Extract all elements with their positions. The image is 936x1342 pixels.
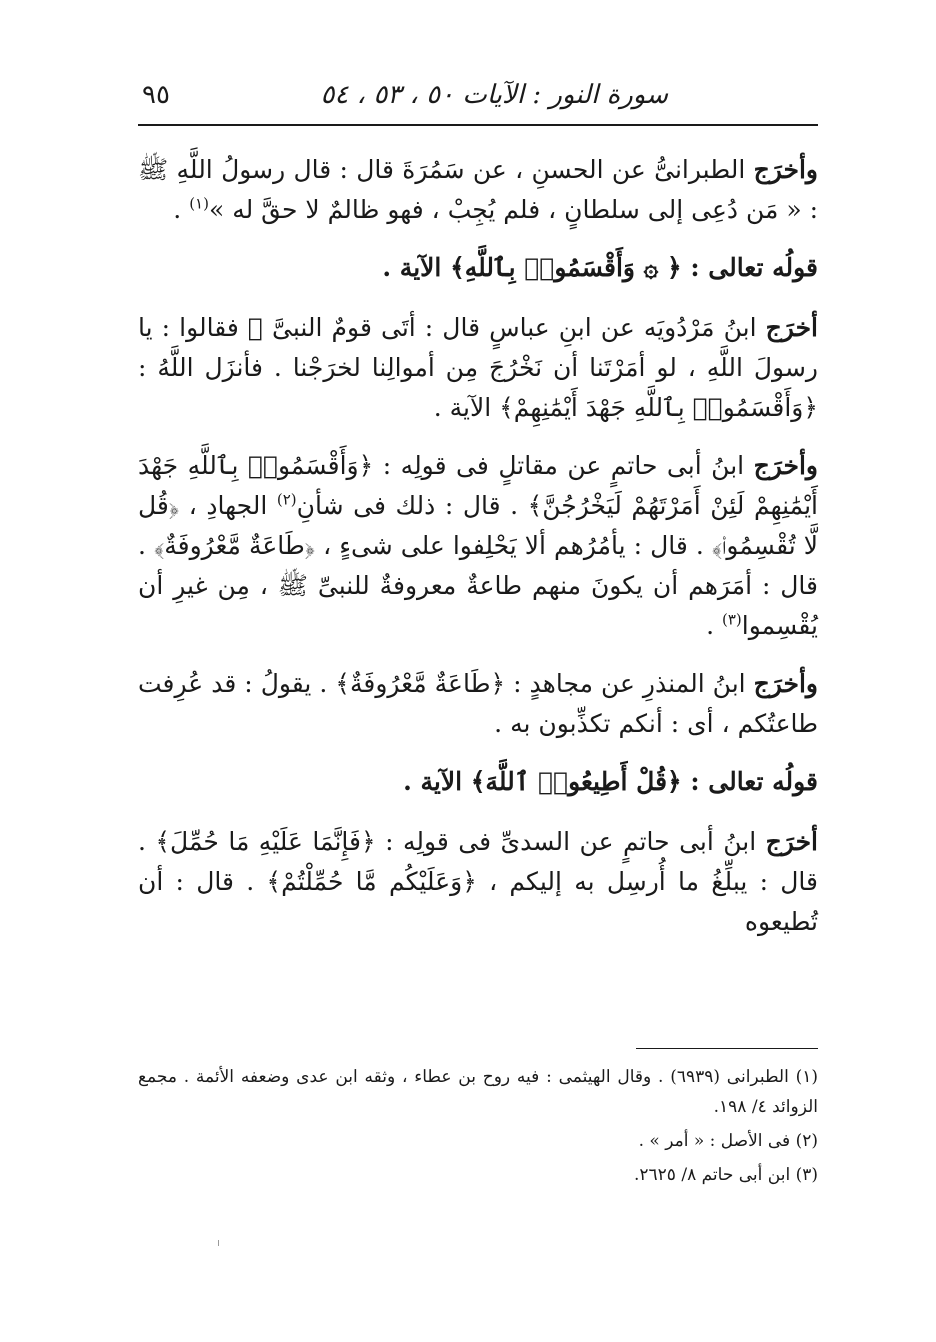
main-text — [138, 150, 818, 960]
footnote-ref: (١) — [189, 194, 209, 213]
footnote-1: (١) الطبرانى (٦٩٣٩) . وقال الهيثمى : فيه روح بن عطاء ، وثقه ابن عدى وضعفه الأئمة . مجمع الزوائد ٤/ ١٩٨. — [138, 1067, 818, 1117]
header-rule — [138, 124, 818, 126]
paragraph-text-continued: الجهادِ ، ﴿قُل لَّا تُقْسِمُوا۟﴾ . قال : يأمُرُهم ألا يَحْلِفوا على شىءٍ ، ﴿طَاعَةٌ مَّعْرُوفَةٌ﴾ . قال : أمَرَهم أن يكونَ منهم طاعةٌ معروفةٌ للنبىِّ ﷺ ، مِن غيرِ أن يُقْسِموا — [138, 491, 818, 640]
paragraph-5 — [138, 822, 818, 942]
page-header — [138, 76, 818, 120]
page-number: ٩٥ — [142, 80, 170, 110]
footnote-rule — [636, 1048, 818, 1049]
paragraph-lead: أخرَج — [765, 313, 818, 342]
verse-text: ﴿ ۞ وَأَقْسَمُوا۟ بِٱللَّهِ﴾ الآية . — [382, 253, 691, 282]
verse-heading-2 — [138, 762, 818, 802]
paragraph-4 — [138, 664, 818, 744]
paragraph-lead: وأخرَج — [753, 155, 818, 184]
paragraph-lead: أخرَج — [765, 827, 818, 856]
verse-text: ﴿قُلْ أَطِيعُوا۟ ٱللَّهَ﴾ الآية . — [403, 767, 691, 796]
paragraph-text: ابنُ المنذرِ عن مجاهدٍ : ﴿طَاعَةٌ مَّعْرُوفَةٌ﴾ . يقولُ : قد عُرِفت طاعتُكم ، أى : أنكم تكذِّبون به . — [138, 669, 818, 738]
paragraph-end: . — [706, 611, 722, 640]
paragraph-3 — [138, 446, 818, 646]
paragraph-2 — [138, 308, 818, 428]
footnotes — [138, 1062, 818, 1194]
footnote-3: (٣) ابن أبى حاتم ٨/ ٢٦٢٥. — [633, 1165, 818, 1185]
paragraph-lead: وأخرَج — [753, 669, 818, 698]
verse-heading-1 — [138, 248, 818, 288]
footnote-2: (٢) فى الأصل : « أمر » . — [638, 1131, 818, 1151]
paragraph-end: . — [173, 195, 190, 224]
footnote-ref: (٣) — [721, 610, 742, 629]
paragraph-text: ابنُ أبى حاتمٍ عن السدىِّ فى قولِه : ﴿فَإِنَّمَا عَلَيْهِ مَا حُمِّلَ﴾ . قال : يبلِّغُ ما أُرسِل به إليكم ، ﴿وَعَلَيْكُم مَّا حُمِّلْتُمْ﴾ . قال : أن تُطيعوه — [138, 827, 818, 936]
paragraph-lead: قولُه تعالى : — [690, 767, 818, 796]
paragraph-lead: قولُه تعالى : — [690, 253, 818, 282]
running-title: سورة النور : الآيات ٥٠ ، ٥٣ ، ٥٤ — [320, 80, 668, 110]
paragraph-text: ابنُ أبى حاتمٍ عن مقاتلٍ فى قولِه : ﴿وَأَقْسَمُوا۟ بِٱللَّهِ جَهْدَ أَيْمَٰنِهِمْ لَئِنْ أَمَرْتَهُمْ لَيَخْرُجُنَّ﴾ . قال : ذلك فى شأنِ — [138, 451, 819, 520]
scan-mark — [218, 1240, 219, 1246]
paragraph-1 — [138, 150, 818, 230]
paragraph-text: الطبرانىُّ عن الحسنِ ، عن سَمُرَةَ قال : قال رسولُ اللَّهِ ﷺ : « مَن دُعِى إلى سلطانٍ ، فلم يُجِبْ ، فهو ظالمٌ لا حقَّ له » — [138, 155, 818, 224]
paragraph-text: ابنُ مَرْدُويَه عن ابنِ عباسٍ قال : أتَى قومٌ النبىَّ ﷺ فقالوا : يا رسولَ اللَّهِ ، لو أمَرْتَنا أن نَخْرُجَ مِن أموالِنا لخرَجْنا . فأنزَل اللَّهُ : ﴿وَأَقْسَمُوا۟ بِٱللَّهِ جَهْدَ أَيْمَٰنِهِمْ﴾ الآية . — [138, 313, 818, 422]
footnote-ref: (٢) — [276, 490, 297, 509]
paragraph-lead: وأخرَج — [753, 451, 818, 480]
